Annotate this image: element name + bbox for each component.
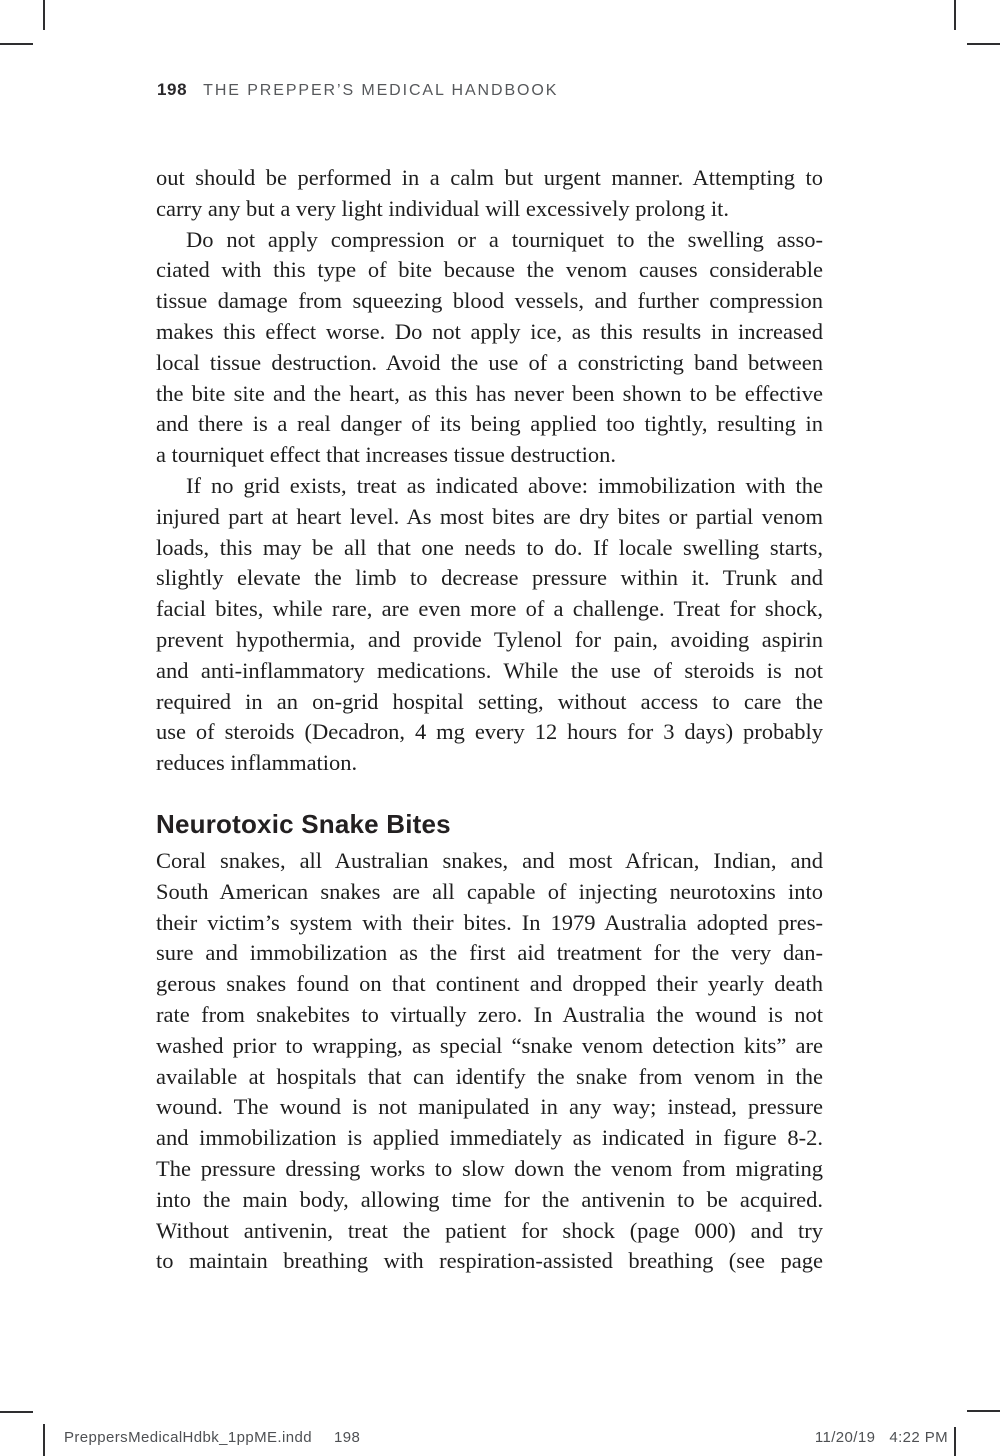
text-line: ciated with this type of bite because the venom causes considerable [156,257,823,283]
text-line: and there is a real danger of its being applied too tightly, resulting in [156,411,823,437]
footer-slug-left [64,1429,360,1446]
text-line: prevent hypothermia, and provide Tylenol for pain, avoiding aspirin [156,626,823,652]
text-line: Do not apply compression or a tourniquet to the swelling asso- [186,226,823,252]
crop-mark-top-left-horizontal [0,43,33,45]
text-line: South American snakes are all capable of injecting neurotoxins into [156,878,823,904]
crop-mark-bottom-left-vertical [43,1424,45,1456]
text-line: into the main body, allowing time for the antivenin to be acquired. [156,1186,823,1212]
text-line: the bite site and the heart, as this has never been shown to be effective [156,380,823,406]
footer-date: 11/20/19 [814,1429,876,1446]
text-line: and immobilization is applied immediately as indicated in figure 8-2. [156,1125,823,1151]
text-line: The pressure dressing works to slow down the venom from migrating [156,1155,823,1181]
page-header [157,80,558,100]
text-line: rate from snakebites to virtually zero. In Australia the wound is not [156,1001,823,1027]
text-line: tissue damage from squeezing blood vessels, and further compression [156,288,823,314]
crop-mark-bottom-left-horizontal [0,1411,33,1413]
text-line: required in an on-grid hospital setting, without access to care the [156,688,823,714]
text-line: washed prior to wrapping, as special “snake venom detection kits” are [156,1032,823,1058]
text-line: local tissue destruction. Avoid the use of a constricting band between [156,349,823,375]
footer-filename: PreppersMedicalHdbk_1ppME.indd [64,1429,312,1446]
text-line: makes this effect worse. Do not apply ice, as this results in increased [156,318,823,344]
text-line: out should be performed in a calm but urgent manner. Attempting to [156,165,823,190]
text-line: their victim’s system with their bites. In 1979 Australia adopted pres- [156,909,823,935]
crop-mark-top-left-vertical [43,0,45,30]
text-line: a tourniquet effect that increases tissue destruction. [156,442,617,468]
text-line: Without antivenin, treat the patient for shock (page 000) and try [156,1217,823,1243]
header-book-title: THE PREPPER’S MEDICAL HANDBOOK [203,82,559,99]
crop-mark-top-right-vertical [954,0,956,30]
text-line: reduces inflammation. [156,750,358,776]
section-heading: Neurotoxic Snake Bites [156,808,451,839]
footer-slug-right [815,1429,948,1446]
text-line: to maintain breathing with respiration-assisted breathing (see page [156,1248,823,1274]
text-line: Coral snakes, all Australian snakes, and most African, Indian, and [156,847,823,873]
text-line: slightly elevate the limb to decrease pressure within it. Trunk and [156,565,823,591]
text-line: gerous snakes found on that continent and dropped their yearly death [156,971,823,997]
text-line: sure and immobilization as the first aid treatment for the very dan- [156,940,823,966]
text-line: injured part at heart level. As most bites are dry bites or partial venom [156,503,823,529]
text-line: facial bites, while rare, are even more of a challenge. Treat for shock, [156,596,823,622]
footer-time: 4:22 PM [889,1429,948,1446]
text-line: use of steroids (Decadron, 4 mg every 12 hours for 3 days) probably [156,719,823,745]
crop-mark-top-right-horizontal [967,43,1000,45]
footer-page-number: 198 [333,1429,361,1446]
crop-mark-bottom-right-horizontal [967,1410,1000,1412]
header-page-number: 198 [157,80,188,99]
content-area [156,163,823,1277]
text-line: wound. The wound is not manipulated in any way; instead, pressure [156,1094,823,1120]
text-line: and anti-inflammatory medications. While the use of steroids is not [156,657,823,683]
text-line: If no grid exists, treat as indicated above: immobilization with the [186,472,823,498]
text-line: available at hospitals that can identify the snake from venom in the [156,1063,823,1089]
crop-mark-bottom-right-vertical [954,1427,956,1456]
text-line: carry any but a very light individual will excessively prolong it. [156,195,729,221]
text-line: loads, this may be all that one needs to do. If locale swelling starts, [156,534,823,560]
